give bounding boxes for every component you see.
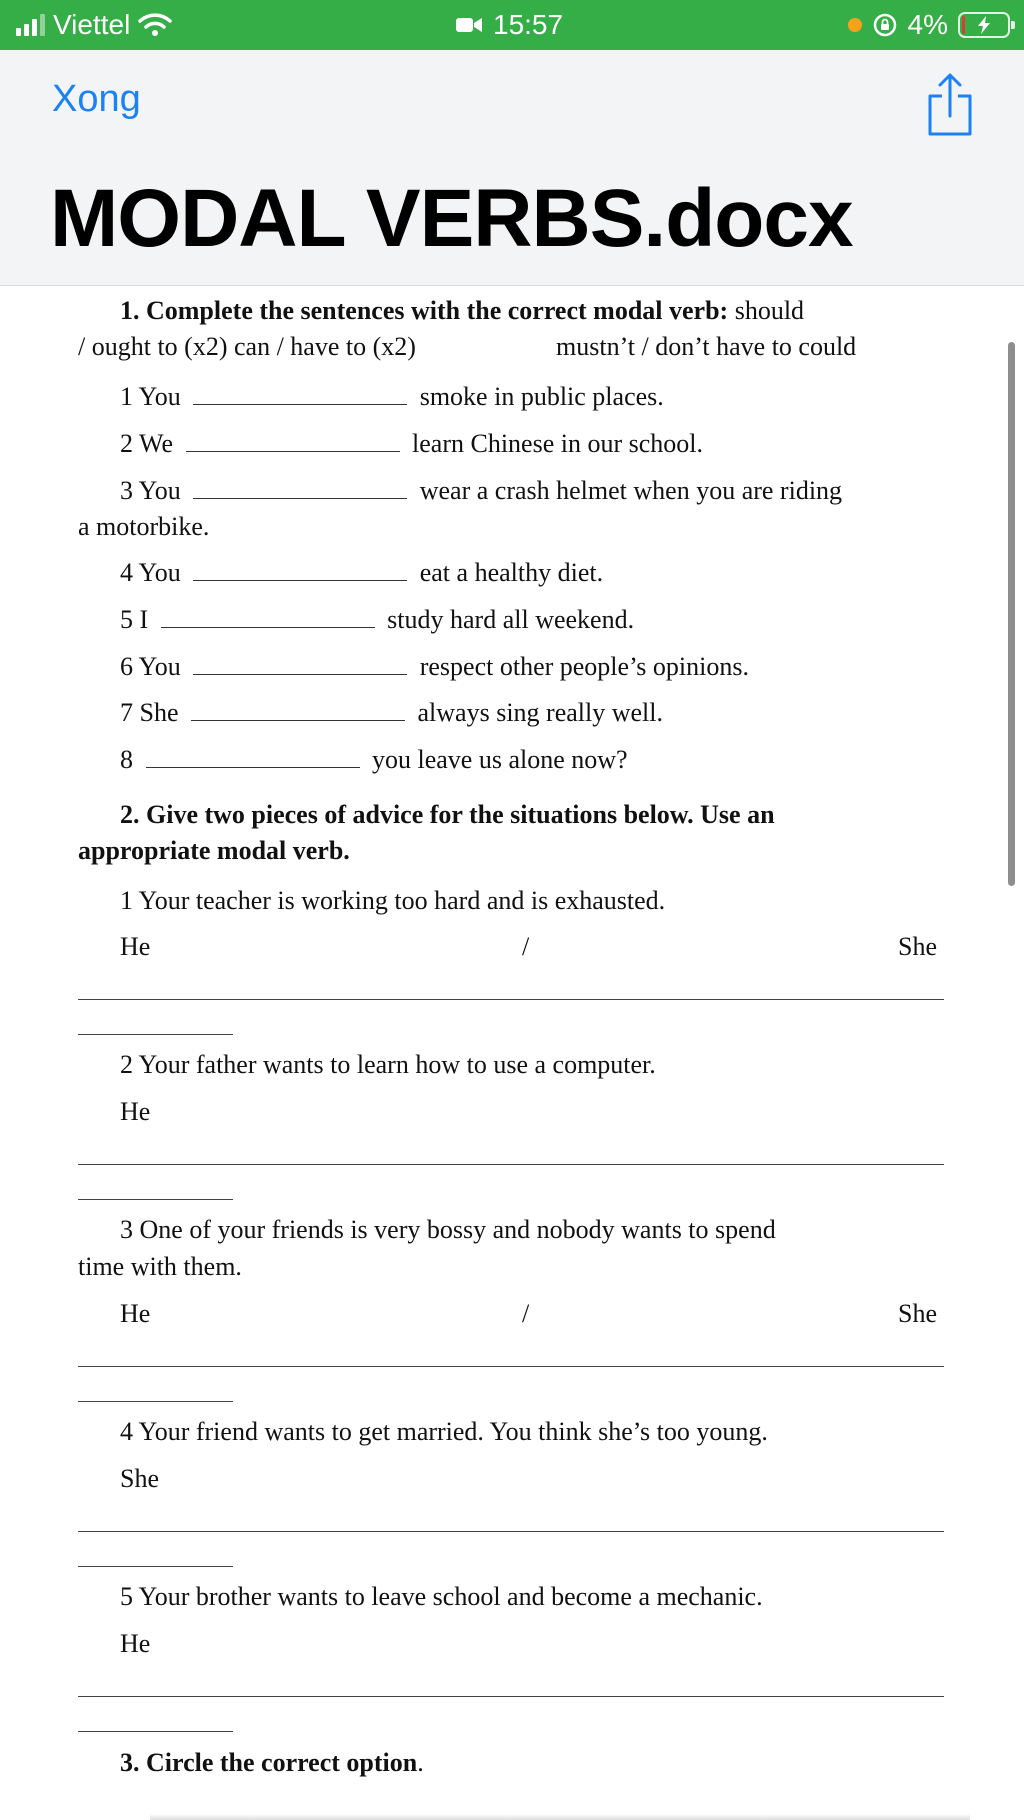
answer-line[interactable] [78, 1366, 944, 1367]
battery-percent: 4% [907, 9, 948, 40]
answer-line[interactable] [78, 1531, 944, 1532]
answer-blank[interactable] [193, 479, 407, 499]
ex1-item: 1 You smoke in public places. [120, 382, 664, 411]
ex2-item-text: 3 One of your friends is very bossy and nobody wants to spend [120, 1215, 776, 1244]
carrier-name: Viettel [53, 9, 131, 40]
wifi-icon [138, 13, 172, 37]
answer-line[interactable] [78, 1034, 233, 1035]
ex1-item: 2 We learn Chinese in our school. [120, 429, 704, 458]
ex1-heading-line [120, 296, 804, 326]
answer-blank[interactable] [193, 385, 407, 405]
status-right [848, 8, 1010, 42]
answer-line[interactable] [78, 999, 944, 1000]
clock: 15:57 [493, 9, 564, 40]
ex2-slash: / [522, 932, 530, 961]
answer-blank[interactable] [191, 701, 405, 721]
ex1-item: 4 You eat a healthy diet. [120, 558, 604, 587]
ex2-alt-prompt: She [898, 932, 937, 961]
battery-charging-icon [958, 12, 1010, 38]
ex2-item-continuation: time with them. [78, 1252, 242, 1281]
answer-line[interactable] [78, 1164, 944, 1165]
ex1-item: 5 I study hard all weekend. [120, 605, 635, 634]
answer-blank[interactable] [186, 432, 400, 452]
document-title: MODAL VERBS.docx [50, 173, 853, 264]
ex2-item-text: 5 Your brother wants to leave school and become a mechanic. [120, 1582, 763, 1611]
ex2-prompt: He [120, 932, 151, 961]
next-line-cutoff [150, 1814, 970, 1820]
ex3-heading-period: . [417, 1748, 424, 1777]
ex3-heading: 3. Circle the correct option [120, 1748, 418, 1777]
ex1-item-continuation: a motorbike. [78, 512, 210, 541]
done-button[interactable]: Xong [52, 78, 141, 120]
status-bar [0, 0, 1024, 50]
answer-blank[interactable] [161, 608, 375, 628]
ex1-item: 6 You respect other people’s opinions. [120, 652, 749, 681]
recording-dot-icon [848, 18, 862, 32]
ex1-options-tail: should [734, 296, 805, 325]
ex2-slash: / [522, 1299, 530, 1328]
answer-line[interactable] [78, 1401, 233, 1402]
ex2-prompt: He [120, 1299, 151, 1328]
ex2-item-text: 4 Your friend wants to get married. You think she’s too young. [120, 1417, 768, 1446]
ex1-heading: 1. Complete the sentences with the correct modal verb: [120, 296, 729, 325]
ex1-item: 8 you leave us alone now? [120, 745, 628, 774]
answer-line[interactable] [78, 1696, 944, 1697]
video-call-icon [455, 15, 483, 35]
answer-line[interactable] [78, 1199, 233, 1200]
ex2-prompt: He [120, 1629, 151, 1658]
answer-line[interactable] [78, 1566, 233, 1567]
answer-blank[interactable] [193, 561, 407, 581]
scrollbar[interactable] [1008, 342, 1015, 886]
document-body [0, 286, 1024, 1820]
ex1-options-line-a: / ought to (x2) can / have to (x2) [78, 332, 416, 361]
ex2-alt-prompt: She [898, 1299, 937, 1328]
ex1-options-line-b: mustn’t / don’t have to could [556, 332, 857, 361]
ex2-heading-line1: 2. Give two pieces of advice for the situations below. Use an [120, 800, 775, 829]
document-header [0, 50, 1024, 286]
orientation-lock-icon [872, 12, 898, 38]
answer-line[interactable] [78, 1731, 233, 1732]
ex2-item-text: 2 Your father wants to learn how to use a computer. [120, 1050, 656, 1079]
ex2-heading-line2: appropriate modal verb. [78, 836, 350, 865]
ex3-heading-line [120, 1748, 424, 1778]
answer-blank[interactable] [193, 655, 407, 675]
signal-icon [16, 14, 45, 36]
ex2-prompt: He [120, 1097, 151, 1126]
ex2-item-text: 1 Your teacher is working too hard and is exhausted. [120, 886, 666, 915]
ex1-item: 3 You wear a crash helmet when you are riding [120, 476, 843, 505]
status-center [455, 8, 563, 42]
ex2-prompt: She [120, 1464, 159, 1493]
status-left [16, 8, 172, 42]
ex1-item: 7 She always sing really well. [120, 698, 663, 727]
answer-blank[interactable] [146, 748, 360, 768]
share-icon[interactable] [925, 72, 975, 138]
